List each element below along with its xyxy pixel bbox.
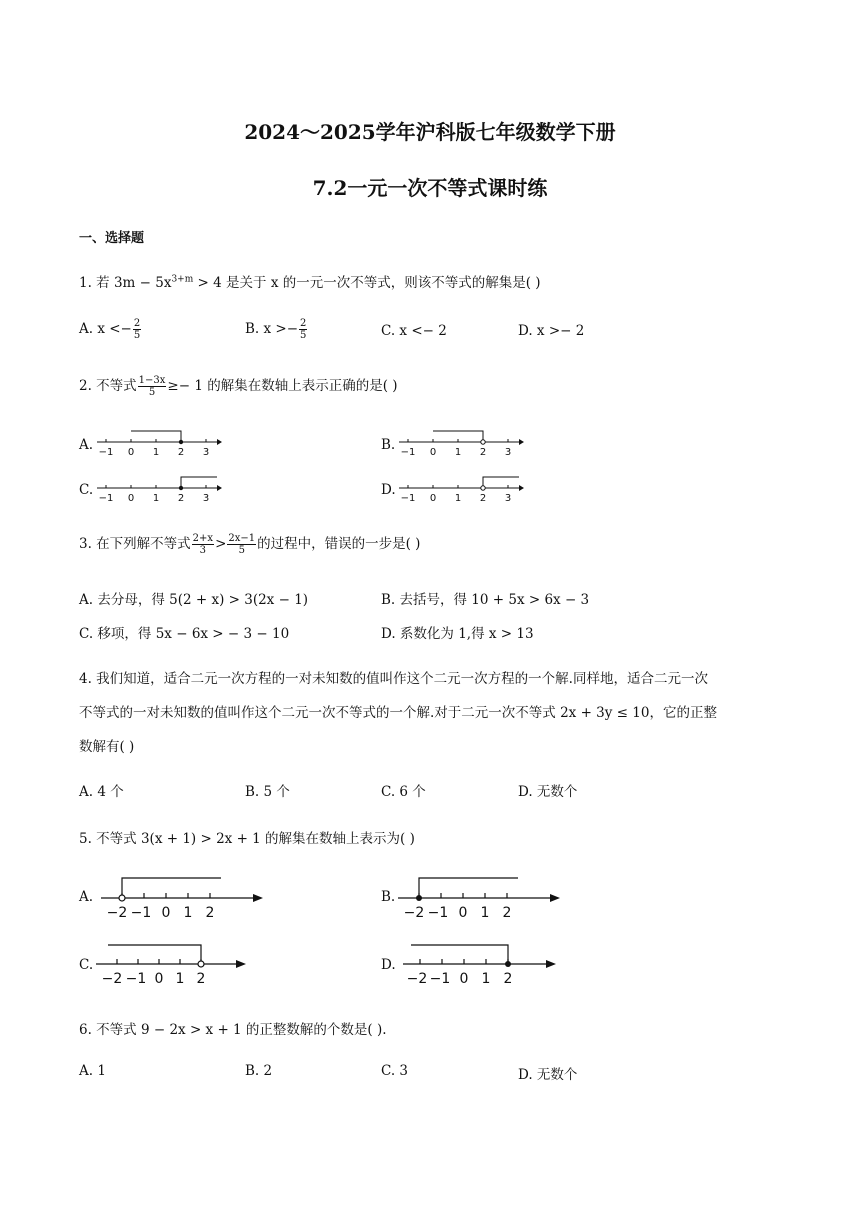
q2-option-a-label[interactable]: A. — [79, 437, 94, 453]
tick-label: −1 — [125, 971, 147, 987]
question-1-stem: 1. 若 $3m - 5x^{3+m} > 4$ 是关于 x 的一元一次不等式，则该不等式的解集是( ) — [79, 274, 541, 291]
q2-option-d-label[interactable]: D. — [381, 482, 396, 498]
page-title: 2024～2025学年沪科版七年级数学下册 — [244, 120, 616, 144]
tick-label: 0 — [459, 971, 469, 987]
question-3-stem: 3. 在下列解不等式 $\frac{2+x}{3}$ > $\frac{2x-1}{5}$ 的过程中，错误的一步是( ) — [79, 533, 421, 556]
question-6-stem: 6. 不等式 9 − 2x > x + 1 的正整数解的个数是( ). — [79, 1022, 387, 1038]
q3-option-a[interactable]: A. 去分母，得 5(2 + x) > 3(2x − 1) — [79, 592, 309, 608]
q5-option-b-number-line — [398, 872, 563, 922]
tick-label: 2 — [196, 971, 206, 987]
tick-label: 3 — [504, 447, 512, 458]
tick-label: 1 — [152, 493, 160, 504]
tick-label: 2 — [503, 971, 513, 987]
tick-label: −2 — [403, 905, 425, 921]
q3-option-d[interactable]: D. 系数化为 1,得 x > 13 — [381, 626, 534, 642]
q3-option-b[interactable]: B. 去括号，得 10 + 5x > 6x − 3 — [381, 592, 590, 608]
q3-option-c[interactable]: C. 移项，得 5x − 6x > − 3 − 10 — [79, 626, 290, 642]
q4-option-a[interactable]: A. 4 个 — [79, 784, 124, 800]
question-2-stem: 2. 不等式 $\frac{1-3x}{5}$ ≥− 1 的解集在数轴上表示正确的是( ) — [79, 375, 398, 398]
tick-label: 0 — [429, 447, 437, 458]
tick-label: 3 — [202, 447, 210, 458]
tick-label: 3 — [202, 493, 210, 504]
tick-label: 1 — [480, 905, 490, 921]
q2-option-c-label[interactable]: C. — [79, 482, 94, 498]
q4-option-d[interactable]: D. 无数个 — [518, 784, 578, 800]
tick-label: −1 — [130, 905, 152, 921]
tick-label: 2 — [502, 905, 512, 921]
question-4-line-3: 数解有( ) — [79, 739, 135, 755]
q6-option-c[interactable]: C. 3 — [381, 1063, 409, 1079]
tick-label: −2 — [101, 971, 123, 987]
tick-label: −1 — [98, 447, 114, 458]
q2-option-c-number-line — [97, 472, 222, 504]
q5-option-a-number-line — [101, 872, 266, 922]
q6-option-d[interactable]: D. 无数个 — [518, 1067, 578, 1083]
q2-option-a-number-line — [97, 426, 222, 458]
tick-label: 0 — [154, 971, 164, 987]
tick-label: −2 — [406, 971, 428, 987]
q6-option-b[interactable]: B. 2 — [245, 1063, 273, 1079]
q6-option-a[interactable]: A. 1 — [79, 1063, 106, 1079]
q5-option-d-number-line — [403, 940, 563, 990]
tick-label: −2 — [106, 905, 128, 921]
section-heading: 一、选择题 — [79, 231, 145, 246]
q2-option-b-label[interactable]: B. — [381, 437, 396, 453]
tick-label: −1 — [427, 905, 449, 921]
tick-label: 2 — [205, 905, 215, 921]
q5-option-c-number-line — [96, 940, 251, 990]
q5-option-a-label[interactable]: A. — [79, 889, 94, 905]
question-5-stem: 5. 不等式 3(x + 1) > 2x + 1 的解集在数轴上表示为( ) — [79, 831, 415, 847]
q1-option-b[interactable]: B. x >− $\frac{2}{5}$ — [245, 318, 307, 341]
q5-option-d-label[interactable]: D. — [381, 957, 396, 973]
q2-option-b-number-line — [399, 426, 524, 458]
tick-label: 1 — [152, 447, 160, 458]
tick-label: 1 — [481, 971, 491, 987]
tick-label: 2 — [177, 493, 185, 504]
tick-label: 0 — [127, 493, 135, 504]
q4-option-b[interactable]: B. 5 个 — [245, 784, 290, 800]
tick-label: 0 — [161, 905, 171, 921]
tick-label: 3 — [504, 493, 512, 504]
q5-option-b-label[interactable]: B. — [381, 889, 396, 905]
tick-label: 2 — [479, 493, 487, 504]
tick-label: −1 — [400, 493, 416, 504]
q1-option-c[interactable]: C. x <− 2 — [381, 323, 447, 339]
tick-label: −1 — [400, 447, 416, 458]
q5-option-c-label[interactable]: C. — [79, 957, 94, 973]
question-4-line-2: 不等式的一对未知数的值叫作这个二元一次不等式的一个解.对于二元一次不等式 2x + 3y ≤ 10，它的正整 — [79, 705, 717, 721]
page-subtitle: 7.2一元一次不等式课时练 — [312, 176, 548, 200]
question-4-line-1: 4. 我们知道，适合二元一次方程的一对未知数的值叫作这个二元一次方程的一个解.同样地，适合二元一次 — [79, 671, 708, 687]
tick-label: 0 — [458, 905, 468, 921]
tick-label: 1 — [454, 493, 462, 504]
tick-label: −1 — [98, 493, 114, 504]
tick-label: 1 — [175, 971, 185, 987]
q4-option-c[interactable]: C. 6 个 — [381, 784, 426, 800]
tick-label: −1 — [429, 971, 451, 987]
tick-label: 0 — [127, 447, 135, 458]
q2-option-d-number-line — [399, 472, 524, 504]
q1-option-a[interactable]: A. x <− $\frac{2}{5}$ — [79, 318, 141, 341]
q1-option-d[interactable]: D. x >− 2 — [518, 323, 585, 339]
tick-label: 1 — [454, 447, 462, 458]
tick-label: 2 — [479, 447, 487, 458]
tick-label: 2 — [177, 447, 185, 458]
tick-label: 1 — [183, 905, 193, 921]
tick-label: 0 — [429, 493, 437, 504]
